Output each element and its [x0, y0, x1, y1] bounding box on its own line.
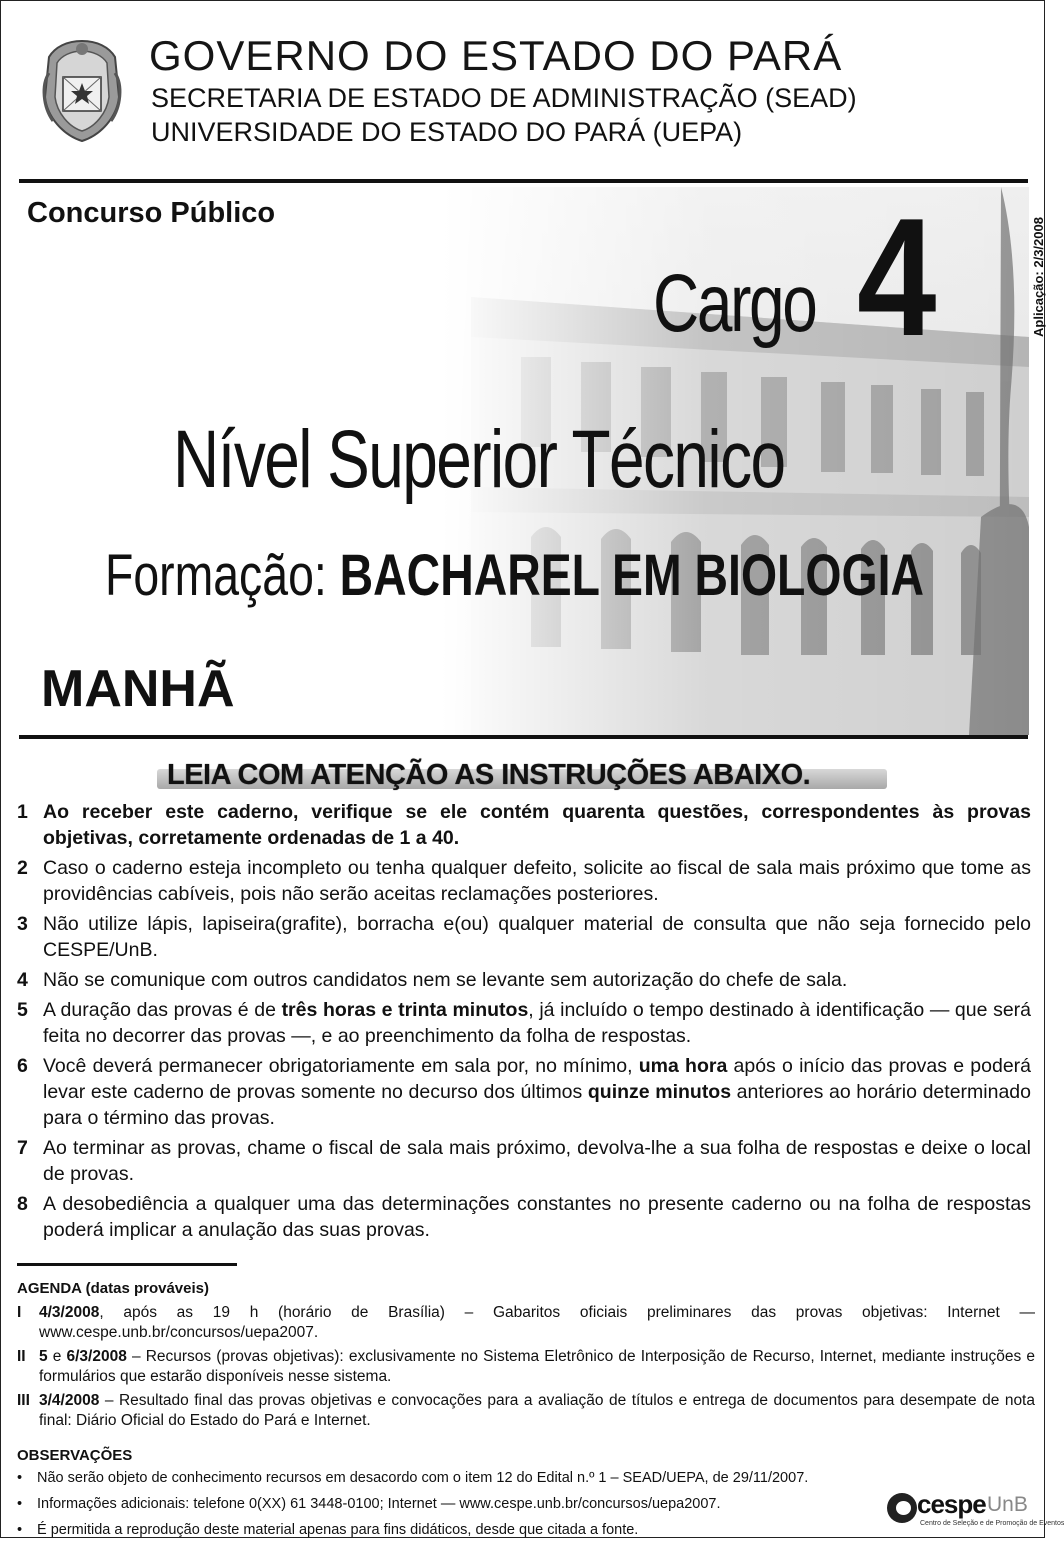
- header-university: UNIVERSIDADE DO ESTADO DO PARÁ (UEPA): [151, 117, 743, 147]
- instruction-item: 1 Ao receber este caderno, verifique se ele contém quarenta questões, correspondentes às provas objetivas, corretamente ordenadas de 1 a 40.: [17, 801, 1031, 849]
- coat-of-arms-icon: [39, 37, 125, 145]
- cespe-logo: [887, 1489, 1064, 1535]
- cargo-label: Cargo: [653, 258, 816, 349]
- instructions-list: [17, 799, 1031, 1247]
- header-secretariat: SECRETARIA DE ESTADO DE ADMINISTRAÇÃO (SEAD): [151, 83, 857, 113]
- formation-title: [105, 543, 924, 608]
- agenda-item: III 3/4/2008 – Resultado final das provas objetivas e convocações para a avaliação de títulos e entrega de documentos para desempate de nota final: Diário Oficial do Estado do Pará e Internet.: [17, 1392, 1035, 1429]
- cespe-logo-suffix: UnB: [987, 1493, 1028, 1516]
- cespe-logo-word: cespe: [917, 1489, 986, 1519]
- instruction-item: 2 Caso o caderno esteja incompleto ou tenha qualquer defeito, solicite ao fiscal de sala mais próximo que tome as providências cabíveis, pois não serão aceitas reclamações posteriores.: [17, 857, 1031, 905]
- observations-title: OBSERVAÇÕES: [17, 1447, 133, 1464]
- observation-item: • É permitida a reprodução deste material apenas para fins didáticos, desde que citada a fonte.: [17, 1522, 639, 1538]
- instruction-item: 3 Não utilize lápis, lapiseira(grafite), borracha e(ou) qualquer material de consulta que não seja fornecido pelo CESPE/UnB.: [17, 913, 1031, 961]
- agenda-list: [17, 1303, 1035, 1435]
- instruction-item: 6 Você deverá permanecer obrigatoriamente em sala por, no mínimo, uma hora após o início das provas e poderá levar este caderno de provas somente no decurso dos últimos quinze minutos anteriores ao horário determinado para o término das provas.: [17, 1055, 1031, 1129]
- cespe-logo-subtitle: Centro de Seleção e de Promoção de Eventos: [920, 1520, 1064, 1527]
- agenda-title: AGENDA (datas prováveis): [17, 1280, 209, 1297]
- cespe-logo-icon: [887, 1493, 917, 1523]
- instruction-item: 5 A duração das provas é de três horas e trinta minutos, já incluído o tempo destinado à identificação — que será feita no decorrer das provas —, e ao preenchimento da folha de respostas.: [17, 999, 1032, 1047]
- agenda-item: I 4/3/2008, após as 19 h (horário de Brasília) – Gabaritos oficiais preliminares das provas objetivas: Internet — www.cespe.unb.br/concursos/uepa2007.: [17, 1304, 1035, 1341]
- header-government: GOVERNO DO ESTADO DO PARÁ: [149, 32, 843, 79]
- agenda-item: II 5 e 6/3/2008 – Recursos (provas objetivas): exclusivamente no Sistema Eletrônico de Interposição de Recurso, Internet, mediante instruções e formulários que estarão disponíveis nesse sistema.: [17, 1348, 1036, 1385]
- exam-type: Concurso Público: [27, 197, 276, 229]
- agenda-divider: [17, 1263, 237, 1266]
- application-date: Aplicação: 2/3/2008: [1031, 217, 1046, 337]
- cargo-number: 4: [857, 183, 937, 371]
- observations-list: [17, 1468, 877, 1546]
- instruction-item: 7 Ao terminar as provas, chame o fiscal de sala mais próximo, devolva-lhe a sua folha de respostas e deixe o local de provas.: [17, 1137, 1031, 1185]
- observation-item: • Não serão objeto de conhecimento recursos em desacordo com o item 12 do Edital n.º 1 – SEAD/UEPA, de 29/11/2007.: [17, 1470, 809, 1486]
- level-title: Nível Superior Técnico: [173, 414, 785, 505]
- cover-divider: [19, 735, 1028, 739]
- formation-label: Formação:: [105, 543, 340, 608]
- instruction-item: 8 A desobediência a qualquer uma das determinações constantes no presente caderno ou na folha de respostas poderá implicar a anulação das suas provas.: [17, 1193, 1031, 1241]
- observation-item: • Informações adicionais: telefone 0(XX) 61 3448-0100; Internet — www.cespe.unb.br/concursos/uepa2007.: [17, 1496, 721, 1512]
- instruction-item: 4 Não se comunique com outros candidatos nem se levante sem autorização do chefe de sala.: [17, 969, 848, 991]
- shift-label: MANHÃ: [41, 660, 235, 718]
- instructions-title: LEIA COM ATENÇÃO AS INSTRUÇÕES ABAIXO.: [167, 759, 811, 791]
- formation-value: BACHAREL EM BIOLOGIA: [339, 543, 924, 608]
